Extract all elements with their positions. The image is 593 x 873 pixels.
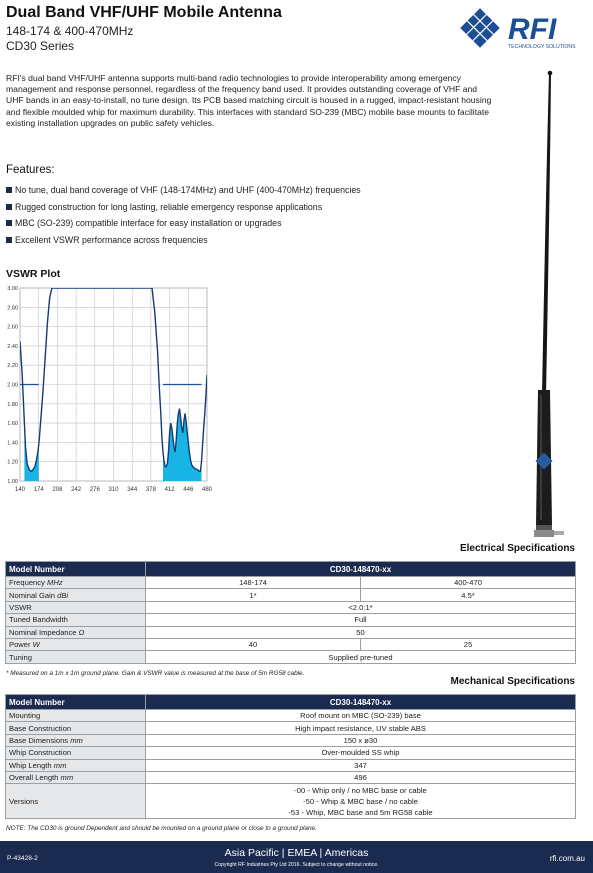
electrical-footnote: * Measured on a 1m x 1m ground plane. Gain & VSWR value is measured at the base of 5m RG58 cable. xyxy=(6,670,305,677)
y-tick-label: 1.20 xyxy=(7,459,18,466)
features-list xyxy=(6,182,361,248)
mechanical-specs-table xyxy=(5,694,576,819)
table-row: Overall Length mm 496 xyxy=(6,771,576,783)
logo-tagline: TECHNOLOGY SOLUTIONS xyxy=(508,44,576,50)
table-row: Base Construction High impact resistance, UV stable ABS xyxy=(6,722,576,734)
x-tick-label: 480 xyxy=(201,487,213,493)
version-line: -00 - Whip only / no MBC base or cable xyxy=(294,785,427,795)
x-tick-label: 140 xyxy=(14,487,26,493)
table-row: Whip Construction Over-moulded SS whip xyxy=(6,747,576,759)
x-tick-label: 310 xyxy=(108,487,119,493)
frequency-subtitle: 148-174 & 400-470MHz xyxy=(6,24,134,38)
antenna-photo xyxy=(500,65,582,545)
table-row: Versions -00 - Whip only / no MBC base or cable -50 - Whip & MBC base / no cable -53 - Whip, MBC base and 5m RG58 cable xyxy=(6,784,576,819)
list-item: Rugged construction for long lasting, reliable emergency response applications xyxy=(6,199,361,216)
rfi-globe-icon xyxy=(458,6,586,52)
x-tick-label: 208 xyxy=(52,487,63,493)
x-tick-label: 344 xyxy=(127,487,138,493)
vswr-heading: VSWR Plot xyxy=(6,268,61,280)
table-row: VSWR <2.0:1* xyxy=(6,601,576,613)
table-row: Nominal Gain dBi 1* 4.5* xyxy=(6,589,576,601)
model-number-header: Model Number xyxy=(6,695,146,710)
copyright-text: Copyright RF Industries Pty Ltd 2016. Subject to change without notice. xyxy=(214,862,379,868)
y-tick-label: 2.80 xyxy=(7,305,18,312)
model-number-value: CD30-148470-xx xyxy=(146,695,576,710)
y-tick-label: 1.60 xyxy=(7,421,18,428)
mounting-note: NOTE: The CD30 is ground Dependent and should be mounted on a ground plane or close to a ground plane. xyxy=(6,825,317,832)
mechanical-specs-heading: Mechanical Specifications xyxy=(450,676,575,687)
website-link[interactable]: rfi.com.au xyxy=(549,854,585,863)
x-tick-label: 446 xyxy=(183,487,194,493)
version-line: -53 - Whip, MBC base and 5m RG58 cable xyxy=(288,807,433,817)
table-header-row xyxy=(6,695,576,710)
model-number-value: CD30-148470-xx xyxy=(146,562,576,577)
bullet-square-icon xyxy=(6,187,12,193)
version-line: -50 - Whip & MBC base / no cable xyxy=(303,796,418,806)
list-item: No tune, dual band coverage of VHF (148-174MHz) and UHF (400-470MHz) frequencies xyxy=(6,182,361,199)
table-row: Whip Length mm 347 xyxy=(6,759,576,771)
y-tick-label: 1.40 xyxy=(7,440,18,447)
table-row: Mounting Roof mount on MBC (SO-239) base xyxy=(6,710,576,722)
vswr-plot xyxy=(0,282,215,497)
table-row: Power W 40 25 xyxy=(6,638,576,650)
x-tick-label: 242 xyxy=(71,487,82,493)
electrical-specs-heading: Electrical Specifications xyxy=(459,543,575,554)
table-row: Base Dimensions mm 150 x ø30 xyxy=(6,734,576,746)
x-tick-label: 276 xyxy=(89,487,100,493)
table-row: Frequency MHz 148-174 400-470 xyxy=(6,577,576,589)
x-tick-label: 412 xyxy=(164,487,175,493)
table-row: Tuned Bandwidth Full xyxy=(6,614,576,626)
table-row: Nominal Impedance Ω 50 xyxy=(6,626,576,638)
list-item: Excellent VSWR performance across frequencies xyxy=(6,232,361,249)
series-name: CD30 Series xyxy=(6,39,75,53)
y-tick-label: 1.00 xyxy=(7,479,18,485)
page-title: Dual Band VHF/UHF Mobile Antenna xyxy=(6,4,282,21)
bullet-square-icon xyxy=(6,237,12,243)
y-tick-label: 2.00 xyxy=(7,382,18,389)
list-item: MBC (SO-239) compatible interface for easy installation or upgrades xyxy=(6,215,361,232)
y-tick-label: 3.00 xyxy=(7,286,18,292)
y-tick-label: 2.60 xyxy=(7,324,18,331)
document-code: P-43428-2 xyxy=(7,855,38,862)
regions-links: Asia Pacific | EMEA | Americas xyxy=(224,847,369,859)
table-row: Tuning Supplied pre-tuned xyxy=(6,651,576,663)
y-tick-label: 2.20 xyxy=(7,363,18,370)
model-number-header: Model Number xyxy=(6,562,146,577)
y-tick-label: 1.80 xyxy=(7,401,18,408)
x-tick-label: 378 xyxy=(145,487,156,493)
x-tick-label: 174 xyxy=(33,487,44,493)
bullet-square-icon xyxy=(6,220,12,226)
bullet-square-icon xyxy=(6,204,12,210)
intro-paragraph: RFI's dual band VHF/UHF antenna supports multi-band radio technologies to provide interoperability among emergency management and response personnel, regardless of the frequency band used. It provides outstanding coverage of VHF and UHF bands in an easy-to-install, no tune design. Its PCB based matching circuit is housed in a rugged, impact-resistant housing and flexible moulded whip for maximum durability. This interfaces with standard SO-239 (MBC) mobile base mounts to facilitate existing installation upgrades on public safety vehicles. xyxy=(6,73,492,128)
table-header-row xyxy=(6,562,576,577)
y-tick-label: 2.40 xyxy=(7,343,18,350)
features-heading: Features: xyxy=(6,164,55,176)
footer-bar xyxy=(0,841,593,873)
rfi-logo xyxy=(458,6,586,52)
electrical-specs-table xyxy=(5,561,576,664)
logo-text: RFI xyxy=(508,13,557,46)
